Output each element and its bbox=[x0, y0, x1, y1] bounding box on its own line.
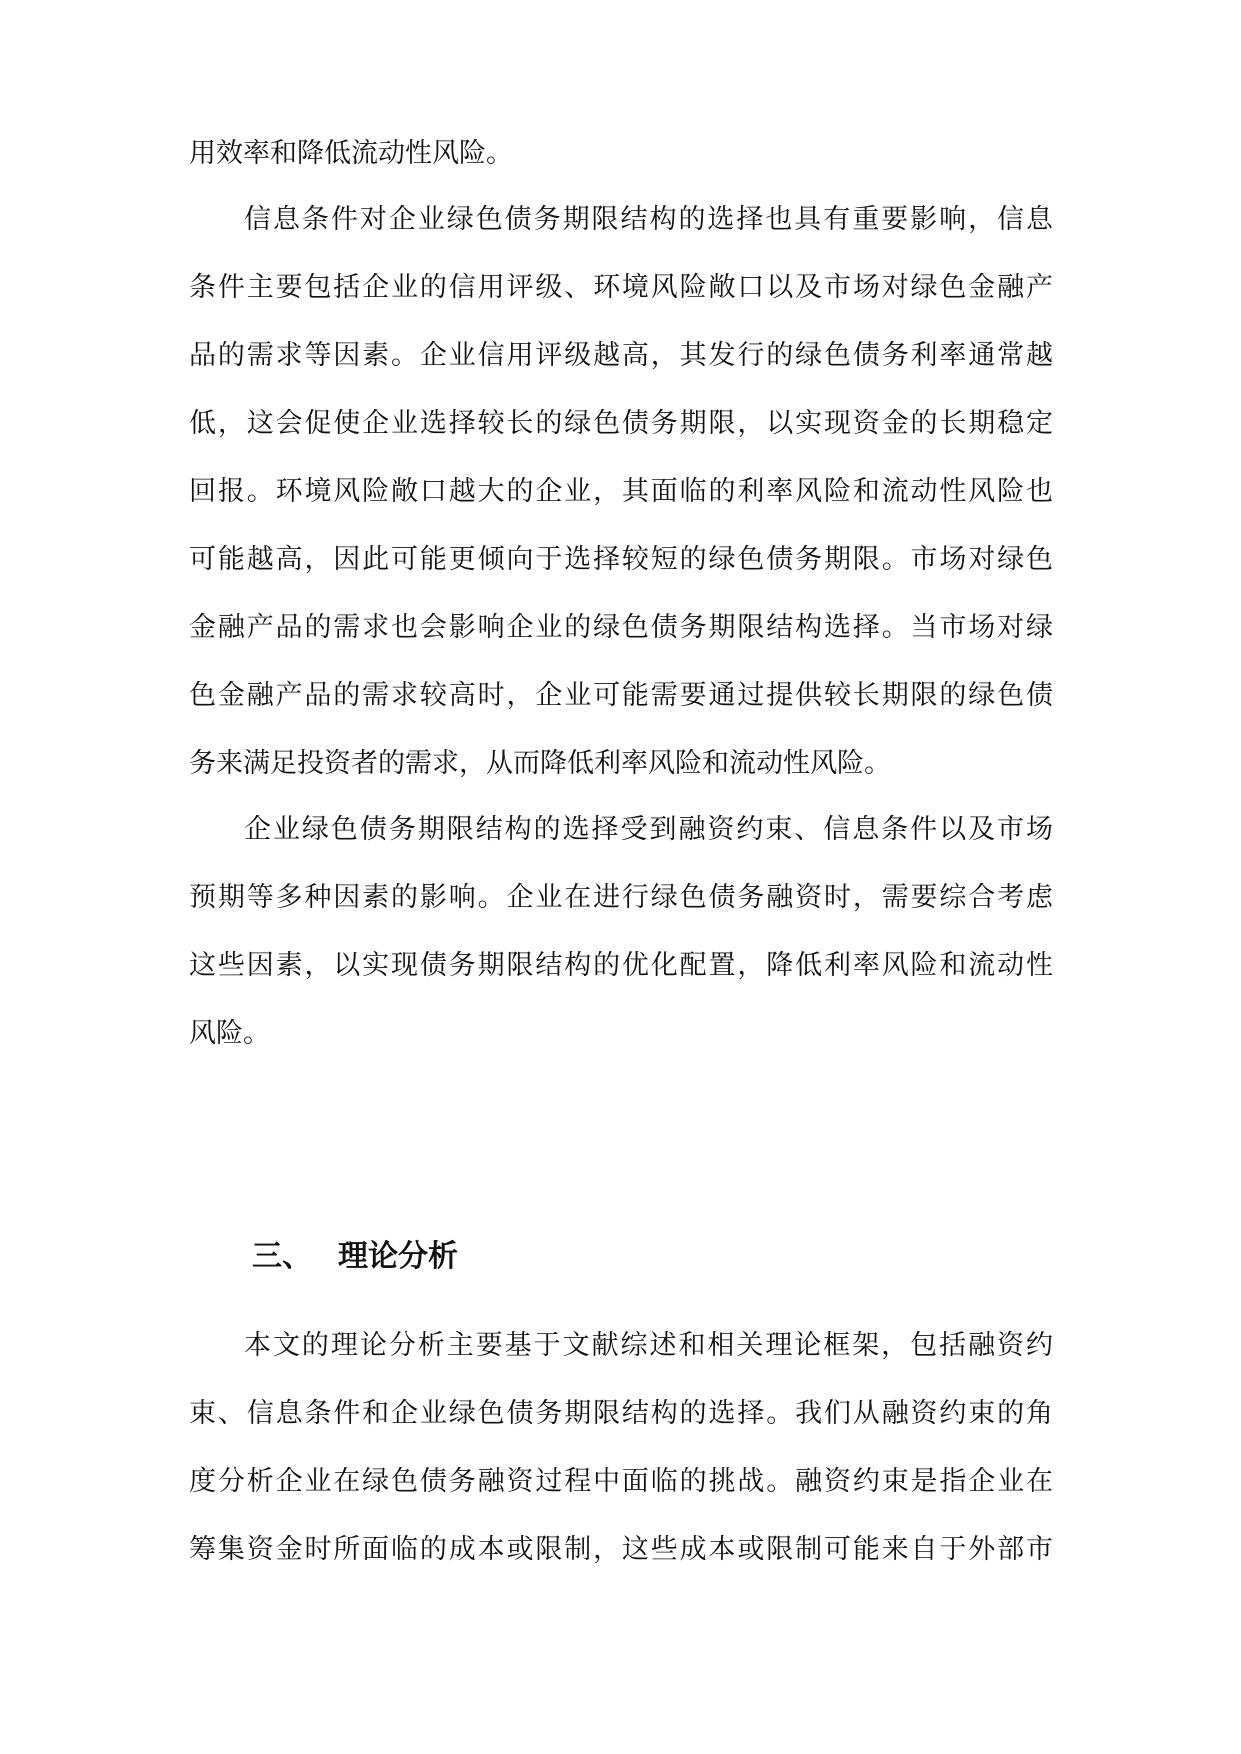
paragraph-2-line-7: 金融产品的需求也会影响企业的绿色债务期限结构选择。当市场对绿 bbox=[189, 612, 1053, 643]
paragraph-4-line-3: 度分析企业在绿色债务融资过程中面临的挑战。融资约束是指企业在 bbox=[189, 1466, 1053, 1497]
section-heading bbox=[252, 1233, 458, 1281]
paragraph-4-line-4: 筹集资金时所面临的成本或限制，这些成本或限制可能来自于外部市 bbox=[189, 1534, 1053, 1565]
paragraph-3-line-4: 风险。 bbox=[189, 1018, 270, 1049]
paragraph-2-line-3: 品的需求等因素。企业信用评级越高，其发行的绿色债务利率通常越 bbox=[189, 340, 1053, 371]
paragraph-3-line-1: 企业绿色债务期限结构的选择受到融资约束、信息条件以及市场 bbox=[244, 814, 1053, 845]
paragraph-4-line-2: 束、信息条件和企业绿色债务期限结构的选择。我们从融资约束的角 bbox=[189, 1398, 1053, 1429]
paragraph-2-line-5: 回报。环境风险敞口越大的企业，其面临的利率风险和流动性风险也 bbox=[189, 476, 1053, 507]
paragraph-2-line-8: 色金融产品的需求较高时，企业可能需要通过提供较长期限的绿色债 bbox=[189, 680, 1053, 711]
paragraph-2-line-2: 条件主要包括企业的信用评级、环境风险敞口以及市场对绿色金融产 bbox=[189, 272, 1053, 303]
paragraph-2-line-9: 务来满足投资者的需求，从而降低利率风险和流动性风险。 bbox=[189, 748, 891, 779]
paragraph-3-line-2: 预期等多种因素的影响。企业在进行绿色债务融资时，需要综合考虑 bbox=[189, 882, 1053, 913]
paragraph-2-line-4: 低，这会促使企业选择较长的绿色债务期限，以实现资金的长期稳定 bbox=[189, 408, 1053, 439]
paragraph-2-line-1: 信息条件对企业绿色债务期限结构的选择也具有重要影响，信息 bbox=[244, 204, 1053, 235]
paragraph-2-line-6: 可能越高，因此可能更倾向于选择较短的绿色债务期限。市场对绿色 bbox=[189, 544, 1053, 575]
paragraph-1-line-1: 用效率和降低流动性风险。 bbox=[189, 138, 513, 169]
section-heading-title: 理论分析 bbox=[338, 1239, 458, 1274]
paragraph-3-line-3: 这些因素，以实现债务期限结构的优化配置，降低利率风险和流动性 bbox=[189, 950, 1053, 981]
section-heading-number: 三、 bbox=[252, 1239, 312, 1274]
paragraph-4-line-1: 本文的理论分析主要基于文献综述和相关理论框架，包括融资约 bbox=[244, 1330, 1053, 1361]
